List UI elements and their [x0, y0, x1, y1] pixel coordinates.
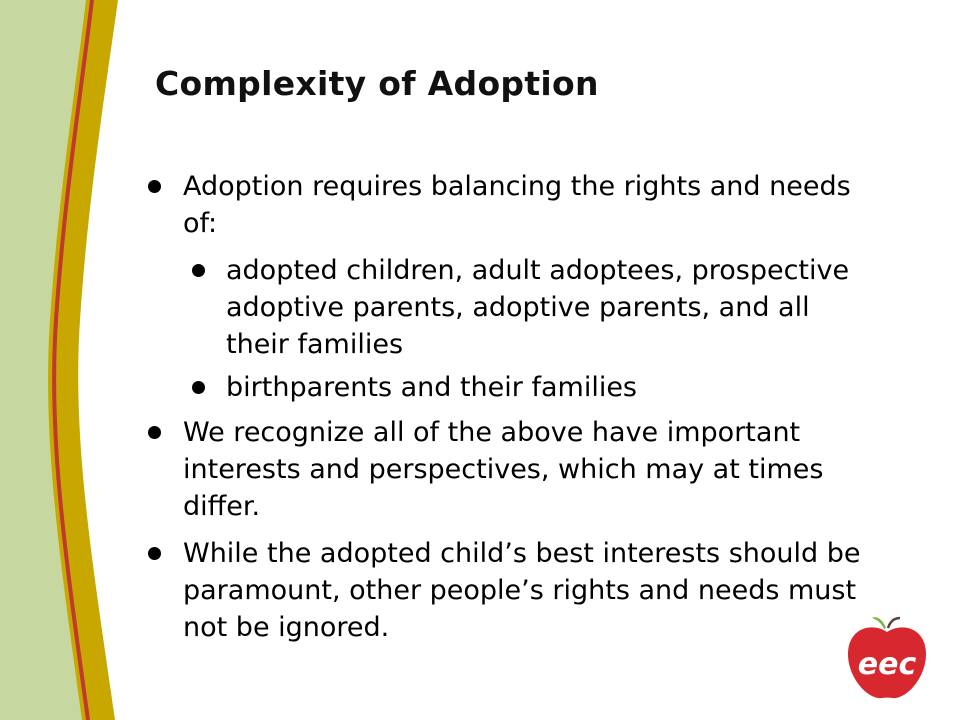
bullet-dot	[148, 180, 161, 193]
bullet-2-text: We recognize all of the above have important interests and perspectives, which may at times differ.	[183, 417, 824, 522]
bullet-1-text: Adoption requires balancing the rights and needs of:	[183, 171, 851, 239]
bullet-3	[143, 535, 863, 646]
slide-content	[143, 168, 863, 656]
sub-bullet-list	[143, 252, 863, 406]
slide-title: Complexity of Adoption	[155, 64, 599, 103]
bullet-2	[143, 414, 863, 525]
bullet-dot	[148, 547, 161, 560]
logo-text: eec	[857, 647, 917, 682]
sub-bullet-1	[143, 252, 863, 363]
bullet-1	[143, 168, 863, 242]
sub-bullet-dot	[192, 264, 205, 277]
eec-logo	[842, 614, 932, 704]
side-decoration	[0, 0, 140, 720]
sub-bullet-dot	[192, 381, 205, 394]
sub-bullet-1-text: adopted children, adult adoptees, prospective adoptive parents, adoptive parents, and all their families	[226, 255, 850, 360]
bullet-dot	[148, 426, 161, 439]
sub-bullet-2	[143, 369, 863, 406]
bullet-3-text: While the adopted child’s best interests should be paramount, other people’s rights and needs must not be ignored.	[183, 538, 861, 643]
sub-bullet-2-text: birthparents and their families	[226, 372, 637, 403]
